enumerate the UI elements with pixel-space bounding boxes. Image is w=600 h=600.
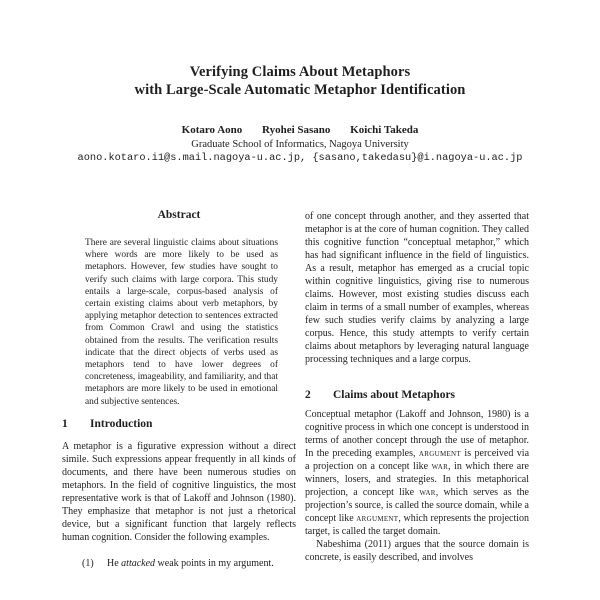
author-name-2: Ryohei Sasano xyxy=(262,124,331,136)
author-list xyxy=(0,124,600,137)
affiliation: Graduate School of Informatics, Nagoya University xyxy=(191,139,409,150)
title-line-2: with Large-Scale Automatic Metaphor Identification xyxy=(134,81,466,98)
email-line: aono.kotaro.i1@s.mail.nagoya-u.ac.jp, {sasano,takedasu}@i.nagoya-u.ac.jp xyxy=(77,152,523,164)
section-2-heading xyxy=(305,389,529,402)
section-1-title: Introduction xyxy=(90,417,153,430)
title-line-1: Verifying Claims About Metaphors xyxy=(189,64,411,80)
section-1-heading xyxy=(62,418,296,431)
author-name-1: Kotaro Aono xyxy=(181,124,243,136)
left-column xyxy=(62,209,296,570)
author-name-3: Koichi Takeda xyxy=(350,124,419,136)
section-2-number: 2 xyxy=(305,389,311,401)
abstract-heading: Abstract xyxy=(157,209,201,221)
claims-paragraph: Conceptual metaphor (Lakoff and Johnson, 1980) is a cognitive process in which one concept is understood in terms of another concept through the use of metaphor. In the preceding examples, argument is perceived via a projection on a concept like war, in which there are winners, losers, and strategies. In this metaphorical projection, a concept like war, which serves as the projection’s source, is called the source domain, while a concept like argument, which represents the projection target, is called the target domain. xyxy=(305,409,529,537)
section-1-number: 1 xyxy=(62,417,68,430)
section-2-title: Claims about Metaphors xyxy=(333,389,456,401)
example-1-text: He attacked weak points in my argument. xyxy=(107,557,274,569)
paper-header xyxy=(0,64,600,164)
example-1-label: (1) xyxy=(82,557,94,569)
nabeshima-paragraph: Nabeshima (2011) argues that the source domain is concrete, is easily described, and involves xyxy=(305,539,529,563)
continuation-paragraph: of one concept through another, and they asserted that metaphor is at the core of human cognition. They called this cognitive function “conceptual metaphor,” which has had significant influence in the field of linguistics. As a result, metaphor has emerged as a crucial topic within cognitive linguistics, giving rise to numerous claims. However, most existing studies discuss each claim in terms of a small number of examples, whereas few such studies verify claims by analyzing a large corpus. Hence, this study attempts to verify certain claims about metaphors by leveraging natural language processing techniques and a large corpus. xyxy=(305,211,529,365)
example-1 xyxy=(62,557,296,570)
right-column xyxy=(305,210,529,600)
abstract-text: There are several linguistic claims about situations where words are more likely to be used as metaphors. However, few studies have sought to verify such claims with large corpora. This study entails a large-scale, corpus-based analysis of certain existing claims about verb metaphors, by applying metaphor detection to sentences extracted from Common Crawl and using the statistics obtained from the results. The verification results indicate that the direct objects of verbs used as metaphors tend to have lower degrees of concreteness, imageability, and familiarity, and that metaphors are more likely to be used in emotional and subjective sentences. xyxy=(85,238,278,407)
paper-title xyxy=(0,64,600,99)
intro-paragraph: A metaphor is a figurative expression without a direct simile. Such expressions appear frequently in all kinds of documents, and there have been numerous studies on metaphors. In the field of cognitive linguistics, the most representative work is that of Lakoff and Johnson (1980). They emphasize that metaphor is not just a rhetorical device, but a significant function that largely reflects human cognition. Consider the following examples. xyxy=(62,440,296,543)
